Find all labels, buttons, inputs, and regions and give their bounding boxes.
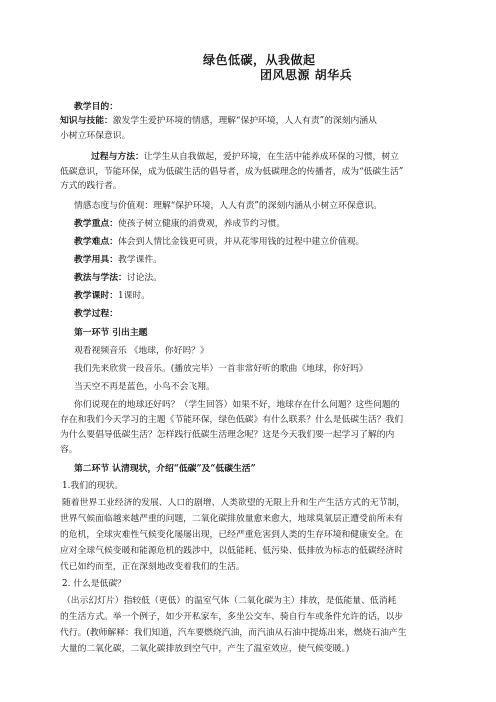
section-1-line-2: 我们先来欣赏一段音乐。(播放完毕）一首非常好听的歌曲《地球，你好吗》 (74, 364, 368, 374)
section-2-part-1-line-5: 代已如约而至，正在深刻地改变着我们的生活。 (60, 562, 245, 572)
section-2-part-1-heading: 1.我们的现状。 (62, 481, 124, 491)
section-2-part-2-line-1: （出示幻灯片）指较低（更低）的温室气体（二氧化碳为主）排放，是低能量、低消耗 (62, 596, 397, 606)
document-title: 绿色低碳，从我做起 (203, 53, 316, 67)
emotion-line: 情感态度与价值观：理解“保护环境，人人有责”的深刻内涵从小树立环保意识。 (74, 201, 383, 211)
hours-label: 教学课时： (74, 291, 118, 301)
section-2-part-1-line-2: 世界气候面临越来越严重的问题，二氧化碳排放量愈来愈大，地球臭氧层正遭受前所未有 (60, 514, 404, 524)
knowledge-line-1 (60, 116, 377, 127)
difficulty-label: 教学难点： (74, 237, 118, 247)
section-1-line-7: 容。 (60, 445, 78, 455)
section-1-heading: 第一环节 引出主题 (74, 328, 148, 338)
section-2-part-1-line-4: 应对全球气候变暖和能源危机的践涉中，以低能耗、低污染、低排放为标志的低碳经济时 (60, 546, 404, 556)
key-label: 教学重点： (74, 219, 118, 229)
key-text: 使孩子树立健康的消费观，养成节约习惯。 (118, 219, 286, 229)
section-2-heading: 第二环节 认清现状，介绍“低碳”及“低碳生活” (74, 464, 256, 474)
hours-line (74, 291, 150, 302)
section-2-part-1-line-1: 随着世界工业经济的发展、人口的剧增、人类欲望的无限上升和生产生活方式的无节制， (62, 498, 406, 508)
section-2-part-2-heading: 2. 什么是低碳？ (62, 579, 126, 589)
knowledge-text: 激发学生爱护环境的情感，理解“保护环境，人人有责”的深刻内涵从 (112, 116, 377, 126)
process-line-1 (91, 152, 399, 163)
tools-label: 教学用具： (74, 255, 118, 265)
section-2-part-2-line-4: 大量的二氧化碳，二氧化碳排放到空气中，产生了温室效应，使气候变暖。) (60, 644, 350, 654)
section-2-part-2-line-2: 的生活方式。举一个例子，如少开私家车，多坐公交车、骑自行车或条件允许的话，以步 (60, 612, 404, 622)
tools-line (74, 255, 162, 266)
knowledge-line-2: 小树立环保意识。 (60, 131, 131, 141)
process-text: 让学生从自我做起，爱护环境，在生活中能养成环保的习惯，树立 (143, 152, 399, 162)
document-author: 团风思源 胡华兵 (260, 68, 353, 82)
process-label: 过程与方法： (91, 152, 144, 162)
process-line-3: 方式的践行者。 (60, 181, 122, 191)
difficulty-text: 体会到人情比金钱更可贵，并从花零用钱的过程中建立价值观。 (118, 237, 365, 247)
difficulty-line (74, 237, 364, 248)
process-heading: 教学过程： (74, 309, 118, 319)
section-2-part-1-line-3: 的危机，全球灾难性气候变化屡屡出现，已经严重危害到人类的生存环境和健康安全。在 (60, 530, 404, 540)
section-1-line-6: 为什么要倡导低碳生活？怎样践行低碳生活理念呢？这是今天我们要一起学习了解的内 (60, 430, 395, 440)
tools-text: 教学课件。 (118, 255, 162, 265)
method-line (74, 273, 162, 284)
process-line-2: 低碳意识，节能环保，成为低碳生活的倡导者，成为低碳理念的传播者，成为“低碳生活” (60, 167, 404, 177)
section-1-line-5: 存在和我们今天学习的主题《节能环保，绿色低碳》有什么联系？什么是低碳生活？我们 (60, 415, 404, 425)
section-1-line-1: 观看视频音乐 《地球，你好吗？》 (74, 346, 209, 356)
section-1-line-4: 你们说现在的地球还好吗？（学生回答）如果不好，地球存在什么问题？这些问题的 (74, 400, 400, 410)
key-line (74, 219, 285, 230)
section-1-line-3: 当天空不再是蓝色，小鸟不会飞翔。 (74, 382, 215, 392)
knowledge-label: 知识与技能： (60, 116, 113, 126)
section-2-part-2-line-3: 代行。(教师解释：我们知道，汽车要燃烧汽油，而汽油从石油中提炼出来，燃烧石油产生 (60, 628, 407, 638)
method-text: 讨论法。 (126, 273, 162, 283)
method-label: 教法与学法： (74, 273, 127, 283)
hours-text: 1课时。 (118, 291, 150, 301)
goal-heading: 教学目的： (74, 102, 118, 112)
